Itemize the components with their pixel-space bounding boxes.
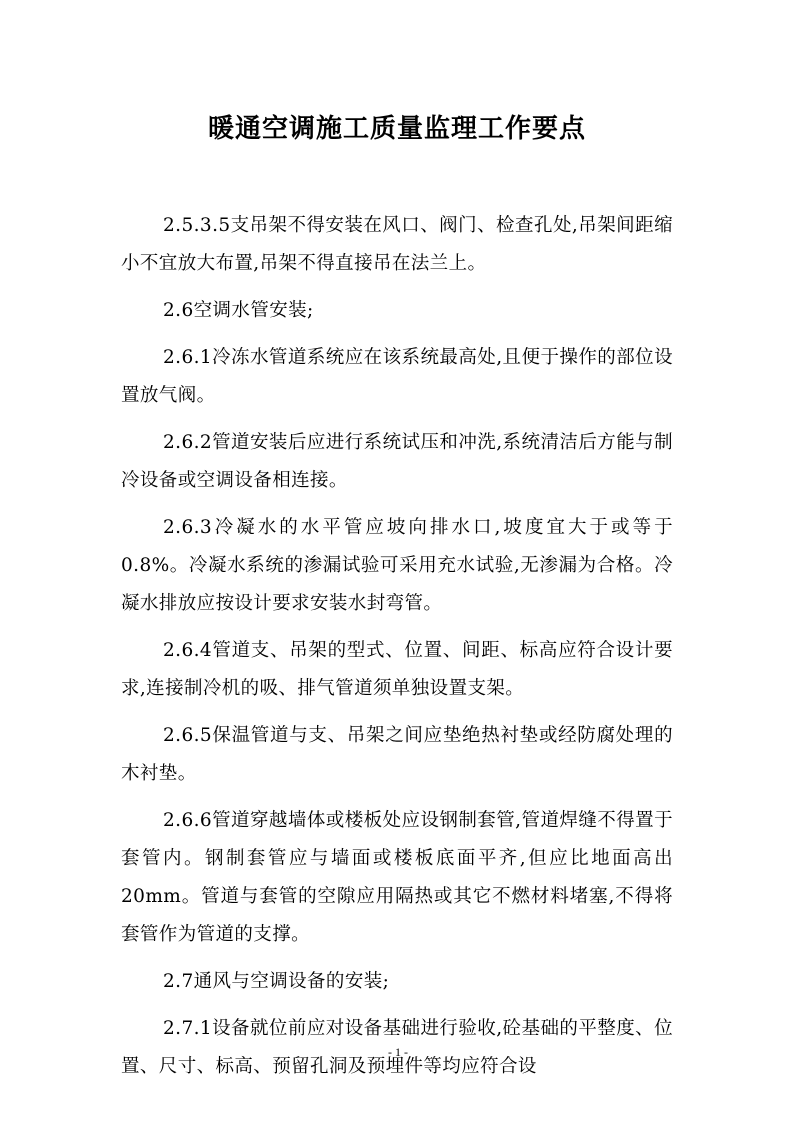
paragraph-2-6-4: 2.6.4管道支、吊架的型式、位置、间距、标高应符合设计要求,连接制冷机的吸、排气管道须单独设置支架。: [121, 640, 673, 699]
paragraph-2-6-1: 2.6.1冷冻水管道系统应在该系统最高处,且便于操作的部位设置放气阀。: [121, 347, 673, 406]
document-body: [121, 207, 673, 1095]
paragraph-2-5-3-5: 2.5.3.5支吊架不得安装在风口、阀门、检查孔处,吊架间距缩小不宜放大布置,吊架不得直接吊在法兰上。: [121, 215, 673, 274]
paragraph-2-6-6: 2.6.6管道穿越墙体或楼板处应设钢制套管,管道焊缝不得置于套管内。钢制套管应与墙面或楼板底面平齐,但应比地面高出20mm。管道与套管的空隙应用隔热或其它不燃材料堵塞,不得将套管作为管道的支撑。: [121, 810, 673, 945]
paragraph-2-6-5: 2.6.5保温管道与支、吊架之间应垫绝热衬垫或经防腐处理的木衬垫。: [121, 725, 673, 784]
paragraph-2-6-3: 2.6.3冷凝水的水平管应坡向排水口,坡度宜大于或等于0.8%。冷凝水系统的渗漏试验可采用充水试验,无渗漏为合格。冷凝水排放应按设计要求安装水封弯管。: [121, 517, 673, 614]
paragraph-2-6-2: 2.6.2管道安装后应进行系统试压和冲洗,系统清洁后方能与制冷设备或空调设备相连接。: [121, 432, 673, 491]
page-number: - 1 -: [388, 1045, 408, 1059]
paragraph-2-7: 2.7通风与空调设备的安装;: [163, 971, 390, 992]
paragraph-2-7-1: 2.7.1设备就位前应对设备基础进行验收,砼基础的平整度、位置、尺寸、标高、预留孔洞及预埋件等均应符合设: [121, 1018, 673, 1077]
document-title: 暖通空调施工质量监理工作要点: [207, 114, 586, 144]
paragraph-2-6: 2.6空调水管安装;: [163, 300, 314, 321]
